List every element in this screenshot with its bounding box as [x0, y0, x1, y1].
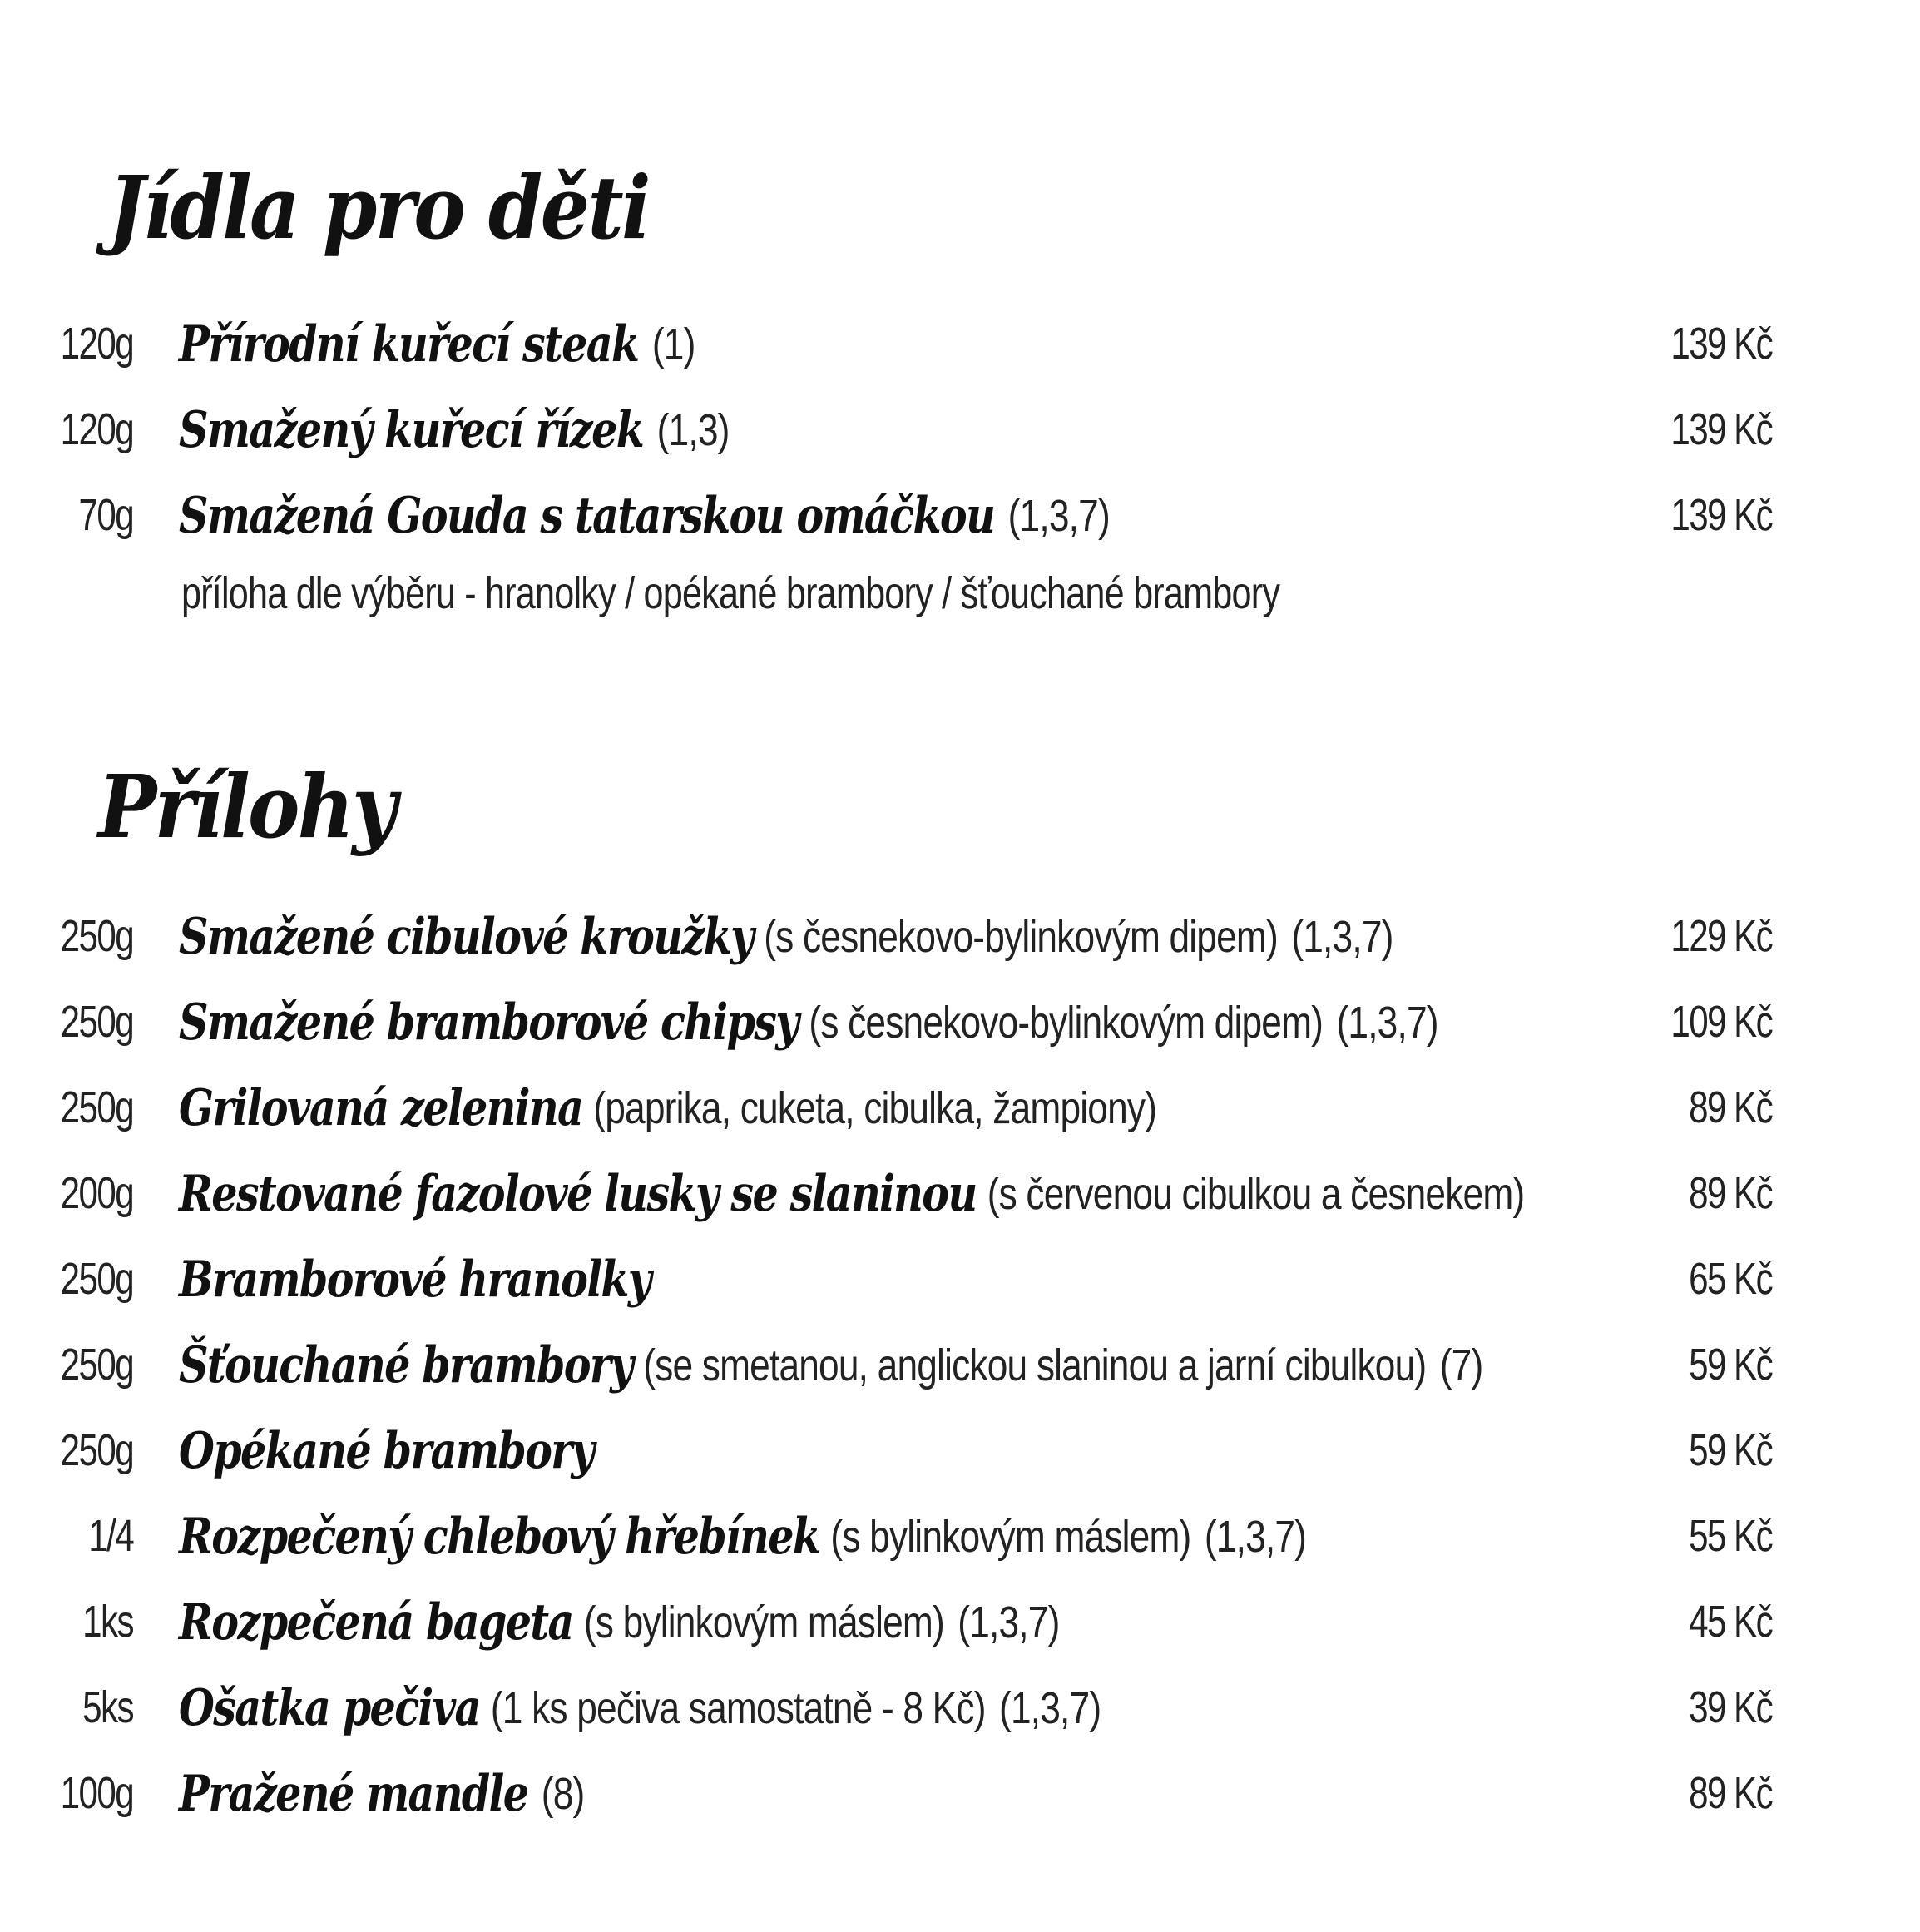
item-name: Šťouchané brambory [179, 1335, 633, 1395]
menu-item [0, 1497, 1920, 1583]
item-price: 139 Kč [1670, 319, 1772, 369]
item-line [179, 983, 1438, 1062]
menu-item [0, 983, 1920, 1068]
item-portion: 250g [60, 911, 133, 961]
section-title-sides: Přílohy [98, 755, 395, 858]
item-portion: 120g [60, 404, 133, 454]
item-allergens: (1,3,7) [999, 1682, 1101, 1733]
item-line [179, 1668, 1101, 1747]
menu-item [0, 1068, 1920, 1154]
item-name: Rozpečená bageta [179, 1593, 573, 1652]
menu-item [0, 476, 1920, 562]
item-line [179, 390, 730, 469]
item-name: Ošatka pečiva [179, 1678, 480, 1737]
item-description: (1 ks pečiva samostatně - 8 Kč) [490, 1682, 986, 1733]
item-allergens: (1,3,7) [1007, 490, 1110, 541]
item-line [179, 1154, 1524, 1233]
item-name: Přírodní kuřecí steak [179, 315, 639, 374]
item-name: Rozpečený chlebový hřebínek [179, 1507, 820, 1566]
item-name: Smažený kuřecí řízek [179, 400, 644, 459]
item-allergens: (1,3) [656, 404, 730, 455]
menu-item [0, 305, 1920, 390]
menu-item [0, 1583, 1920, 1668]
item-name: Bramborové hranolky [179, 1250, 651, 1309]
item-name: Pražené mandle [179, 1764, 528, 1823]
menu-item [0, 1325, 1920, 1411]
item-allergens: (1,3,7) [1336, 997, 1438, 1048]
item-line [179, 1325, 1482, 1404]
item-line [179, 1497, 1306, 1576]
item-portion: 5ks [82, 1682, 133, 1732]
item-allergens: (1) [651, 319, 695, 369]
menu-item [0, 1754, 1920, 1840]
item-allergens: (8) [541, 1768, 585, 1819]
item-portion: 1ks [82, 1597, 133, 1647]
item-description: (s bylinkovým máslem) [830, 1511, 1191, 1562]
menu-item [0, 1668, 1920, 1754]
menu-item [0, 390, 1920, 476]
item-line [179, 305, 695, 384]
item-description: (s červenou cibulkou a česnekem) [987, 1168, 1525, 1219]
item-line [179, 897, 1393, 976]
item-portion: 250g [60, 1254, 133, 1304]
kids-menu-list [0, 305, 1920, 562]
menu-item [0, 1240, 1920, 1325]
item-allergens: (1,3,7) [1204, 1511, 1307, 1562]
item-allergens: (1,3,7) [958, 1597, 1060, 1647]
item-description: (paprika, cuketa, cibulka, žampiony) [593, 1082, 1157, 1133]
item-allergens: (7) [1439, 1340, 1483, 1390]
item-line [179, 1754, 584, 1833]
item-name: Smažené bramborové chipsy [179, 993, 799, 1052]
item-portion: 1/4 [88, 1511, 133, 1561]
menu-item [0, 897, 1920, 983]
item-portion: 250g [60, 1425, 133, 1475]
item-price: 59 Kč [1689, 1425, 1772, 1475]
item-line [179, 476, 1110, 555]
item-price: 89 Kč [1689, 1082, 1772, 1132]
item-price: 45 Kč [1689, 1597, 1772, 1647]
item-portion: 250g [60, 1340, 133, 1390]
item-allergens: (1,3,7) [1291, 911, 1393, 962]
menu-item [0, 1154, 1920, 1240]
item-price: 139 Kč [1670, 404, 1772, 454]
item-price: 59 Kč [1689, 1340, 1772, 1390]
item-description: (s česnekovo-bylinkovým dipem) [764, 911, 1278, 962]
item-portion: 70g [78, 490, 133, 540]
item-portion: 250g [60, 997, 133, 1047]
item-portion: 250g [60, 1082, 133, 1132]
item-line [179, 1583, 1060, 1662]
item-portion: 120g [60, 319, 133, 369]
menu-item [0, 1411, 1920, 1497]
item-portion: 200g [60, 1168, 133, 1218]
item-line [179, 1411, 593, 1490]
item-price: 39 Kč [1689, 1682, 1772, 1732]
item-description: (s česnekovo-bylinkovým dipem) [809, 997, 1324, 1048]
item-name: Opékané brambory [179, 1421, 594, 1480]
item-name: Restované fazolové lusky se slaninou [179, 1164, 977, 1223]
section-title-kids: Jídla pro děti [108, 156, 649, 259]
item-portion: 100g [60, 1768, 133, 1818]
item-price: 89 Kč [1689, 1768, 1772, 1818]
item-name: Smažené cibulové kroužky [179, 907, 754, 966]
item-price: 65 Kč [1689, 1254, 1772, 1304]
item-name: Grilovaná zelenina [179, 1078, 583, 1137]
item-line [179, 1240, 651, 1319]
sides-menu-list [0, 897, 1920, 1840]
item-price: 139 Kč [1670, 490, 1772, 540]
item-price: 129 Kč [1670, 911, 1772, 961]
item-description: (se smetanou, anglickou slaninou a jarní cibulkou) [643, 1340, 1427, 1390]
item-line [179, 1068, 1156, 1147]
item-name: Smažená Gouda s tatarskou omáčkou [179, 486, 995, 545]
item-price: 109 Kč [1670, 997, 1772, 1047]
item-description: (s bylinkovým máslem) [583, 1597, 944, 1647]
item-price: 89 Kč [1689, 1168, 1772, 1218]
item-price: 55 Kč [1689, 1511, 1772, 1561]
side-dish-note: příloha dle výběru - hranolky / opékané brambory / šťouchané brambory [181, 568, 1280, 618]
